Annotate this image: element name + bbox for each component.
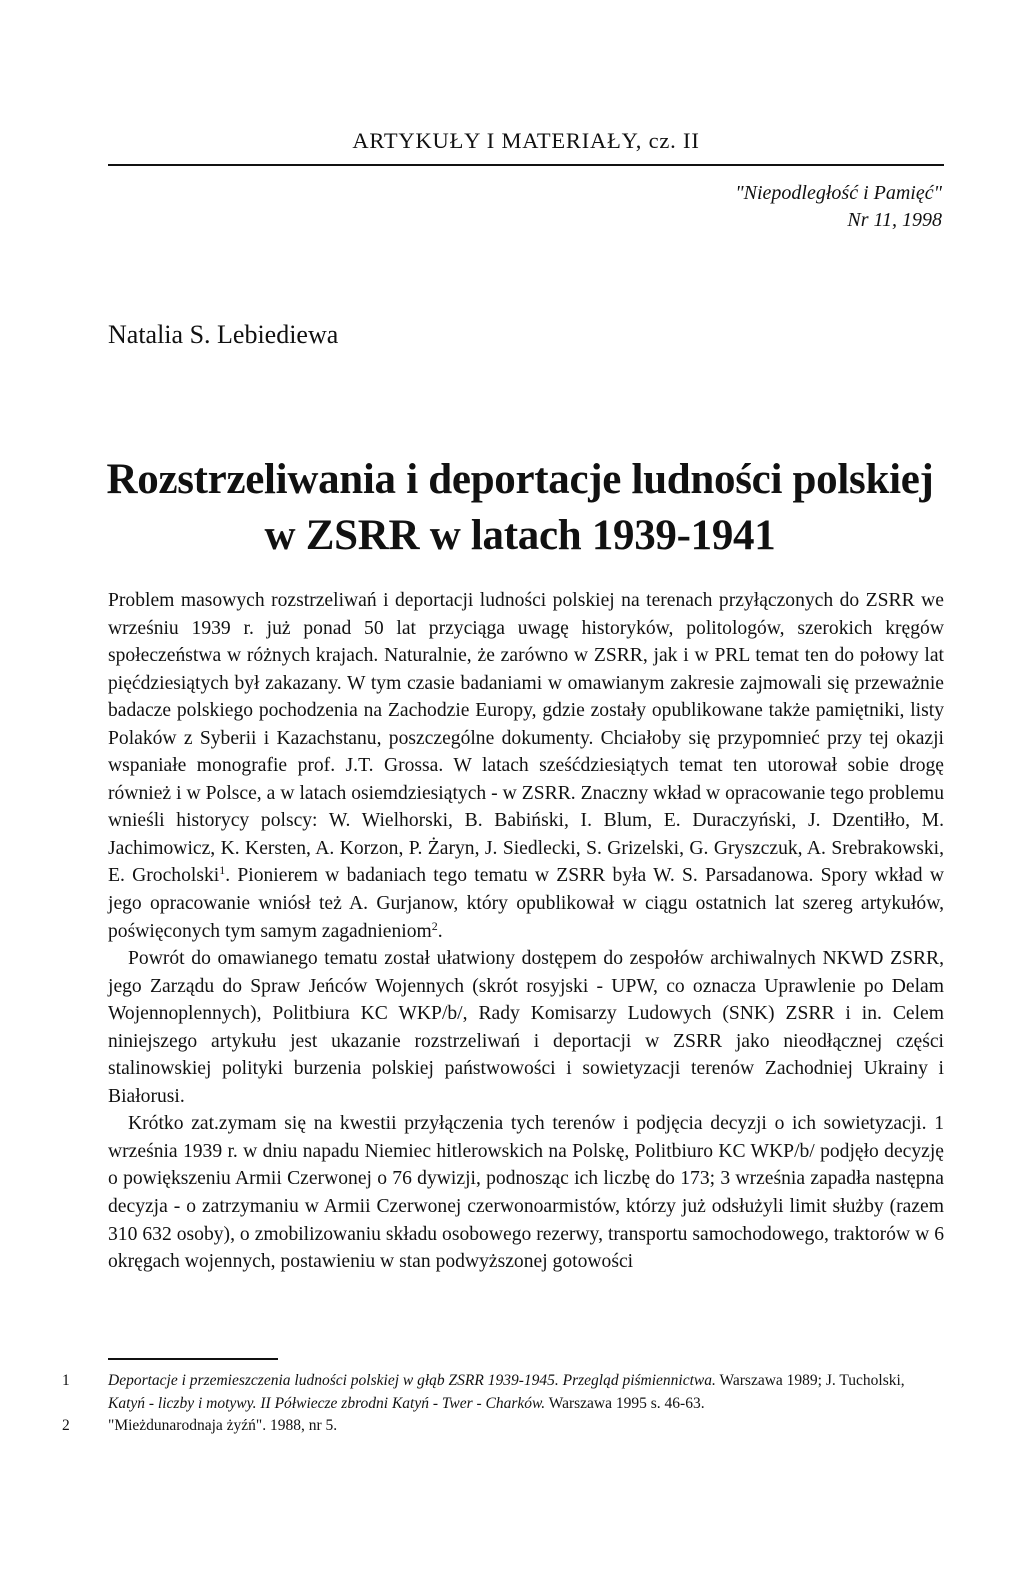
journal-info (622, 180, 942, 234)
footnote-2 (62, 1415, 944, 1438)
footnote-1-italic-2: Katyń - liczby i motywy. II Półwiecze zbrodni Katyń - Twer - Charków. (108, 1394, 546, 1412)
footnote-rule (108, 1358, 278, 1360)
paragraph-1-part-c: . (437, 920, 443, 942)
footnote-2-number: 2 (62, 1417, 70, 1434)
paragraph-3: Krótko zat.zymam się na kwestii przyłączenia tych terenów i podjęcia decyzji o ich sowietyzacji. 1 września 1939 r. w dniu napadu Niemiec hitlerowskich na Polskę, Politbiuro KC WKP/b/ podjęło decyzję o powiększeniu Armii Czerwonej o 76 dywizji, podnosząc ich liczbę do 173; 3 września zapadła następna decyzja - o zatrzymaniu w Armii Czerwonej czerwonoarmistów, którzy już odsłużyli limit służby (razem 310 632 osoby), o zmobilizowaniu składu osobowego rezerwy, transportu samochodowego, traktorów w 6 okręgach wojennych, postawieniu w stan podwyższonej gotowości (108, 1113, 944, 1273)
footnote-1-plain-2: Warszawa 1995 s. 46-63. (545, 1394, 705, 1412)
article-title (60, 452, 980, 564)
journal-name: "Niepodległość i Pamięć" (735, 182, 942, 204)
footnote-ref-1[interactable]: 1 (219, 863, 226, 878)
header-rule (108, 164, 944, 166)
paragraph-1-part-a: Problem masowych rozstrzeliwań i deportacji ludności polskiej na terenach przyłączonych do ZSRR we wrześniu 1939 r. już ponad 50 lat przyciąga uwagę historyków, politologów, szerokich kręgów społeczeństwa w różnych krajach. Naturalnie, że zarówno w ZSRR, jak i w PRL temat ten do połowy lat pięćdziesiątych był zakazany. W tym czasie badaniami w omawianym zakresie zajmowali się przeważnie badacze polskiego pochodzenia na Zachodzie Europy, gdzie zostały opublikowane także pamiętniki, listy Polaków z Syberii i Kazachstanu, poszczególne dokumenty. Chciałoby się przypomnieć przy tej okazji wspaniałe monografie prof. J.T. Grossa. W latach sześćdziesiątych temat ten utorował sobie drogę również i w Polsce, a w latach osiemdziesiątych - w ZSRR. Znaczny wkład w opracowanie tego problemu wnieśli historycy polscy: W. Wielhorski, B. Babiński, I. Blum, E. Duraczyński, J. Dzentiłło, M. Jachimowicz, K. Kersten, A. Korzon, P. Żaryn, J. Siedlecki, S. Grizelski, G. Gryszczuk, A. Srebrakowski, E. Grocholski (108, 590, 944, 887)
footnote-1-plain-1: Warszawa 1989; J. Tucholski, (715, 1372, 905, 1389)
footnote-1-italic-1: Deportacje i przemieszczenia ludności polskiej w głąb ZSRR 1939-1945. Przegląd piśmiennictwa. (108, 1372, 716, 1389)
title-line-2: w ZSRR w latach 1939-1941 (264, 512, 776, 559)
footnotes (62, 1370, 944, 1438)
paragraph-1-part-b: . Pionierem w badaniach tego tematu w ZSRR była W. S. Parsadanowa. Spory wkład w jego opracowanie wniósł też A. Gurjanow, który opublikował w ciągu ostatnich lat szereg artykułów, poświęconych tym samym zagadnieniom (108, 865, 944, 942)
footnote-1-number: 1 (62, 1372, 70, 1389)
paragraph-1 (108, 587, 944, 945)
author-name: Natalia S. Lebiediewa (108, 320, 339, 349)
title-line-1: Rozstrzeliwania i deportacje ludności polskiej (106, 456, 934, 503)
footnote-1 (62, 1370, 944, 1415)
footnote-1-text (108, 1370, 944, 1415)
journal-issue: Nr 11, 1998 (847, 209, 942, 231)
footnote-2-text: "Mieżdunarodnaja żyźń". 1988, nr 5. (108, 1417, 338, 1434)
running-header: ARTYKUŁY I MATERIAŁY, cz. II (352, 128, 700, 153)
paragraph-2: Powrót do omawianego tematu został ułatwiony dostępem do zespołów archiwalnych NKWD ZSRR, jego Zarządu do Spraw Jeńców Wojennych (skrót rosyjski - UPW, co oznacza Uprawlenie po Delam Wojennoplennych), Politbiura KC WKP/b/, Rady Komisarzy Ludowych (SNK) ZSRR i in. Celem niniejszego artykułu jest ukazanie rozstrzeliwań i deportacji w ZSRR jako nieodłącznej części stalinowskiej polityki burzenia polskiej państwowości i sowietyzacji terenów Zachodniej Ukrainy i Białorusi. (108, 948, 944, 1107)
footnote-ref-2[interactable]: 2 (431, 918, 438, 933)
article-body (108, 587, 944, 1276)
